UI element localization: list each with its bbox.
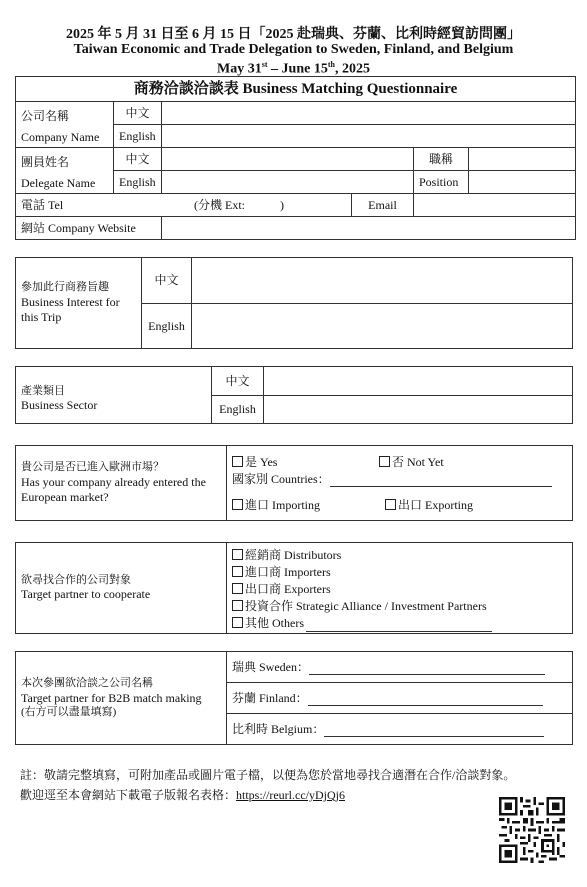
investment-checkbox[interactable]: [232, 600, 243, 611]
download-link[interactable]: https://reurl.cc/yDjQj6: [236, 788, 345, 802]
sector-table: [15, 366, 573, 424]
interest-label: 參加此行商務旨趣 Business Interest for this Trip: [16, 258, 142, 349]
exporting-checkbox[interactable]: [385, 499, 396, 510]
exporters-checkbox[interactable]: [232, 583, 243, 594]
partner-option-exporters[interactable]: [232, 581, 567, 598]
belgium-row: [227, 714, 573, 745]
europe-question: 貴公司是否已進入歐洲市場？ Has your company already entered the European market?: [16, 446, 227, 521]
sector-lang-en: English: [212, 396, 264, 424]
phone-field[interactable]: [16, 194, 352, 217]
importing-label: 進口 Importing: [245, 498, 320, 512]
email-field[interactable]: [414, 194, 576, 217]
email-label: Email: [352, 194, 414, 217]
b2b-table: [15, 651, 573, 745]
delegate-name-zh-field[interactable]: [162, 148, 414, 171]
interest-table: [15, 257, 573, 349]
europe-answers: [227, 446, 573, 521]
company-name-en-field[interactable]: [162, 125, 576, 148]
qr-code: [499, 797, 565, 863]
company-lang-zh: 中文: [114, 102, 162, 125]
download-note: [20, 786, 345, 803]
others-field[interactable]: [306, 631, 492, 632]
website-label: 網站 Company Website: [16, 217, 162, 240]
distributors-checkbox[interactable]: [232, 549, 243, 560]
investment-label: 投資合作 Strategic Alliance / Investment Partners: [245, 598, 487, 613]
exporters-label: 出口商 Exporters: [245, 581, 331, 596]
delegate-lang-zh: 中文: [114, 148, 162, 171]
delegate-name-label: 團員姓名 Delegate Name: [16, 148, 114, 194]
sector-en-field[interactable]: [264, 396, 573, 424]
europe-table: [15, 445, 573, 521]
finland-field[interactable]: [308, 705, 543, 706]
main-form-table: [15, 76, 576, 240]
sector-lang-zh: 中文: [212, 367, 264, 396]
b2b-label: 本次參團欲洽談之公司名稱 Target partner for B2B match making (右方可以盡量填寫): [16, 652, 227, 745]
header-title-en: Taiwan Economic and Trade Delegation to Sweden, Finland, and Belgium: [73, 42, 514, 57]
partner-option-distributors[interactable]: [232, 547, 567, 564]
others-checkbox[interactable]: [232, 617, 243, 628]
importing-checkbox[interactable]: [232, 499, 243, 510]
not-yet-checkbox[interactable]: [379, 456, 390, 467]
position-zh-field[interactable]: [469, 148, 576, 171]
company-name-label: 公司名稱 Company Name: [16, 102, 114, 148]
importing-option[interactable]: [232, 498, 320, 513]
others-label: 其他 Others: [245, 615, 304, 630]
interest-lang-zh: 中文: [142, 258, 192, 304]
header-dates: May 31st – June 15th, 2025: [217, 60, 370, 77]
interest-en-field[interactable]: [192, 304, 573, 349]
belgium-field[interactable]: [324, 736, 544, 737]
website-field[interactable]: [162, 217, 576, 240]
download-text: 歡迎逕至本會網站下載電子版報名表格：: [20, 788, 237, 802]
interest-lang-en: English: [142, 304, 192, 349]
countries-row: [232, 472, 562, 487]
finland-label: 芬蘭 Finland：: [232, 690, 308, 705]
sweden-label: 瑞典 Sweden：: [232, 659, 309, 674]
delegate-lang-en: English: [114, 171, 162, 194]
yes-label: 是 Yes: [245, 455, 278, 469]
partner-label: 欲尋找合作的公司對象 Target partner to cooperate: [16, 543, 227, 634]
position-label-en: Position: [414, 171, 469, 194]
sector-zh-field[interactable]: [264, 367, 573, 396]
countries-field[interactable]: [330, 486, 552, 487]
not-yet-label: 否 Not Yet: [392, 455, 444, 469]
position-label-zh: 職稱: [414, 148, 469, 171]
yes-option[interactable]: [232, 455, 277, 470]
exporting-option[interactable]: [385, 498, 473, 513]
partner-options: [227, 543, 573, 634]
form-title: 商務洽談洽談表 Business Matching Questionnaire: [16, 77, 576, 102]
partner-option-others[interactable]: [232, 615, 567, 632]
phone-label: 電話 Tel: [21, 197, 64, 212]
partner-table: [15, 542, 573, 634]
delegate-name-en-field[interactable]: [162, 171, 414, 194]
belgium-label: 比利時 Belgium：: [232, 721, 325, 736]
ext-close: ): [280, 197, 284, 212]
ext-label: (分機 Ext:: [194, 197, 245, 212]
position-en-field[interactable]: [469, 171, 576, 194]
exporting-label: 出口 Exporting: [398, 498, 473, 512]
footer-note: 註：敬請完整填寫，可附加產品或圖片電子檔，以便為您於當地尋找合適潛在合作/洽談對象。: [20, 768, 516, 782]
yes-checkbox[interactable]: [232, 456, 243, 467]
sweden-row: [227, 652, 573, 683]
not-yet-option[interactable]: [379, 455, 444, 470]
importers-checkbox[interactable]: [232, 566, 243, 577]
partner-option-investment[interactable]: [232, 598, 567, 615]
company-name-zh-field[interactable]: [162, 102, 576, 125]
company-lang-en: English: [114, 125, 162, 148]
finland-row: [227, 683, 573, 714]
interest-zh-field[interactable]: [192, 258, 573, 304]
sector-label: 產業類目 Business Sector: [16, 367, 212, 424]
sweden-field[interactable]: [309, 674, 545, 675]
importers-label: 進口商 Importers: [245, 564, 331, 579]
partner-option-importers[interactable]: [232, 564, 567, 581]
distributors-label: 經銷商 Distributors: [245, 547, 342, 562]
header-title-zh: 2025 年 5 月 31 日至 6 月 15 日「2025 赴瑞典、芬蘭、比利時經貿訪問團」: [66, 27, 521, 42]
countries-label: 國家別 Countries：: [232, 472, 330, 486]
